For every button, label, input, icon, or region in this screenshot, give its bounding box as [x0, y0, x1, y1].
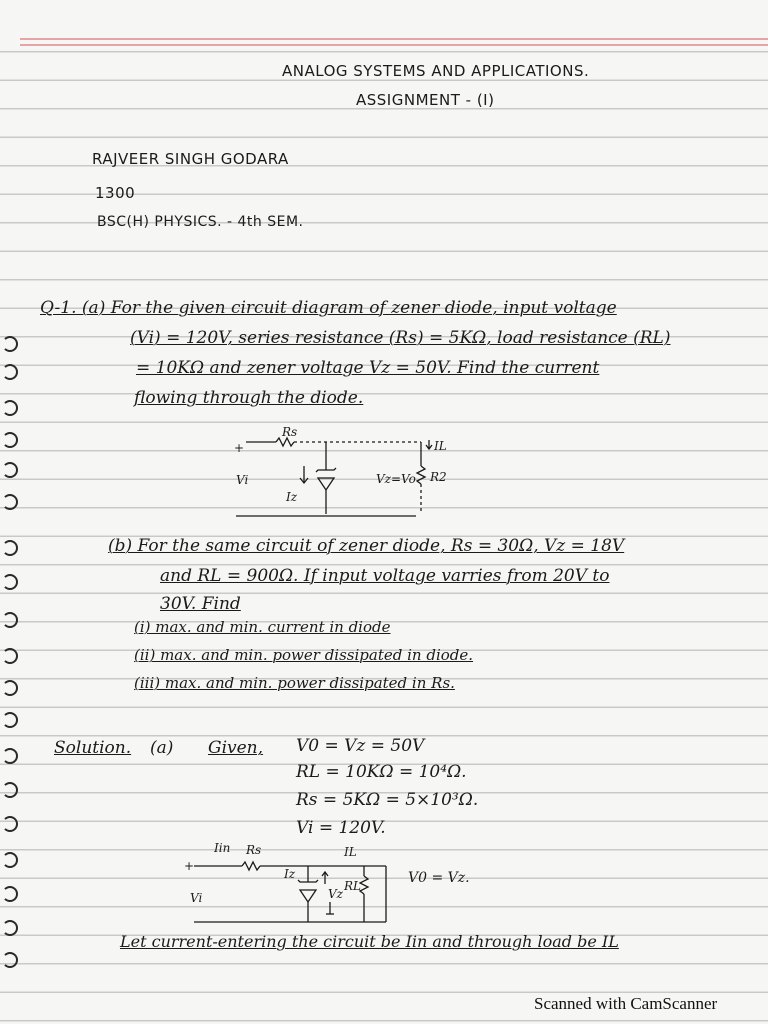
question-1b-line-2: and RL = 900Ω. If input voltage varries from 20V to: [160, 566, 610, 586]
assignment-title: ANALOG SYSTEMS AND APPLICATIONS.: [282, 62, 590, 80]
student-course: BSC(H) PHYSICS. - 4th SEM.: [97, 214, 304, 230]
solution-heading: Solution.: [54, 738, 132, 758]
binder-hole: [2, 540, 18, 556]
diagram1-vi: Vi: [236, 473, 249, 487]
student-roll: 1300: [95, 184, 136, 202]
margin-rule-top: [20, 38, 768, 40]
solution-given: Given,: [208, 738, 264, 758]
diagram2-vi: Vi: [190, 891, 203, 905]
binder-hole: [2, 574, 18, 590]
solution-given-line-4: Vi = 120V.: [296, 818, 386, 838]
assignment-number: ASSIGNMENT - (I): [356, 91, 495, 109]
binder-hole: [2, 612, 18, 628]
diagram2-vz: Vz: [328, 887, 343, 901]
binder-hole: [2, 886, 18, 902]
solution-given-line-3: Rs = 5KΩ = 5×10³Ω.: [296, 790, 479, 810]
question-1a-line-1: Q-1. (a) For the given circuit diagram of zener diode, input voltage: [40, 298, 617, 318]
diagram2-plus: +: [184, 859, 195, 873]
diagram1-plus: +: [234, 441, 245, 455]
solution-last-line: Let current-entering the circuit be Iin and through load be IL: [120, 932, 619, 951]
solution-part: (a): [150, 738, 174, 758]
binder-hole: [2, 816, 18, 832]
solution-given-line-1: V0 = Vz = 50V: [296, 736, 425, 756]
question-1b-item-iii: (iii) max. and min. power dissipated in Rs.: [134, 674, 455, 692]
binder-hole: [2, 712, 18, 728]
diagram2-iin: Iin: [214, 841, 231, 855]
binder-hole: [2, 680, 18, 696]
diagram1-r2: R2: [430, 470, 447, 484]
binder-hole: [2, 336, 18, 352]
zener-circuit-diagram-1: [226, 426, 466, 526]
diagram2-vo-vz: V0 = Vz.: [408, 870, 470, 886]
binder-hole: [2, 782, 18, 798]
diagram2-rs: Rs: [246, 843, 262, 857]
binder-hole: [2, 494, 18, 510]
diagram2-il: IL: [344, 845, 357, 859]
question-1b-line-3: 30V. Find: [160, 594, 241, 614]
binder-hole: [2, 920, 18, 936]
student-name: RAJVEER SINGH GODARA: [92, 150, 289, 168]
binder-hole: [2, 400, 18, 416]
binder-hole: [2, 852, 18, 868]
margin-rule-top-2: [20, 44, 768, 46]
diagram1-iz: Iz: [286, 490, 298, 504]
binder-hole: [2, 648, 18, 664]
zener-circuit-diagram-2: [180, 840, 480, 934]
binder-hole: [2, 952, 18, 968]
question-1a-line-4: flowing through the diode.: [134, 388, 364, 408]
question-1b-line-1: (b) For the same circuit of zener diode, Rs = 30Ω, Vz = 18V: [108, 536, 625, 556]
binder-hole: [2, 432, 18, 448]
question-1a-line-3: = 10KΩ and zener voltage Vz = 50V. Find the current: [136, 358, 600, 378]
binder-hole: [2, 364, 18, 380]
question-1a-line-2: (Vi) = 120V, series resistance (Rs) = 5KΩ, load resistance (RL): [130, 328, 671, 348]
diagram2-iz: Iz: [284, 867, 296, 881]
diagram1-rs: Rs: [282, 425, 298, 439]
diagram1-il: IL: [434, 439, 447, 453]
scanner-watermark: Scanned with CamScanner: [534, 994, 718, 1013]
diagram2-rl: RL: [344, 879, 362, 893]
binder-hole: [2, 462, 18, 478]
question-1b-item-ii: (ii) max. and min. power dissipated in diode.: [134, 646, 474, 664]
question-1b-item-i: (i) max. and min. current in diode: [134, 618, 391, 636]
binder-hole: [2, 748, 18, 764]
solution-given-line-2: RL = 10KΩ = 10⁴Ω.: [296, 762, 467, 782]
diagram1-vz-vo: Vz=Vo: [376, 472, 416, 486]
